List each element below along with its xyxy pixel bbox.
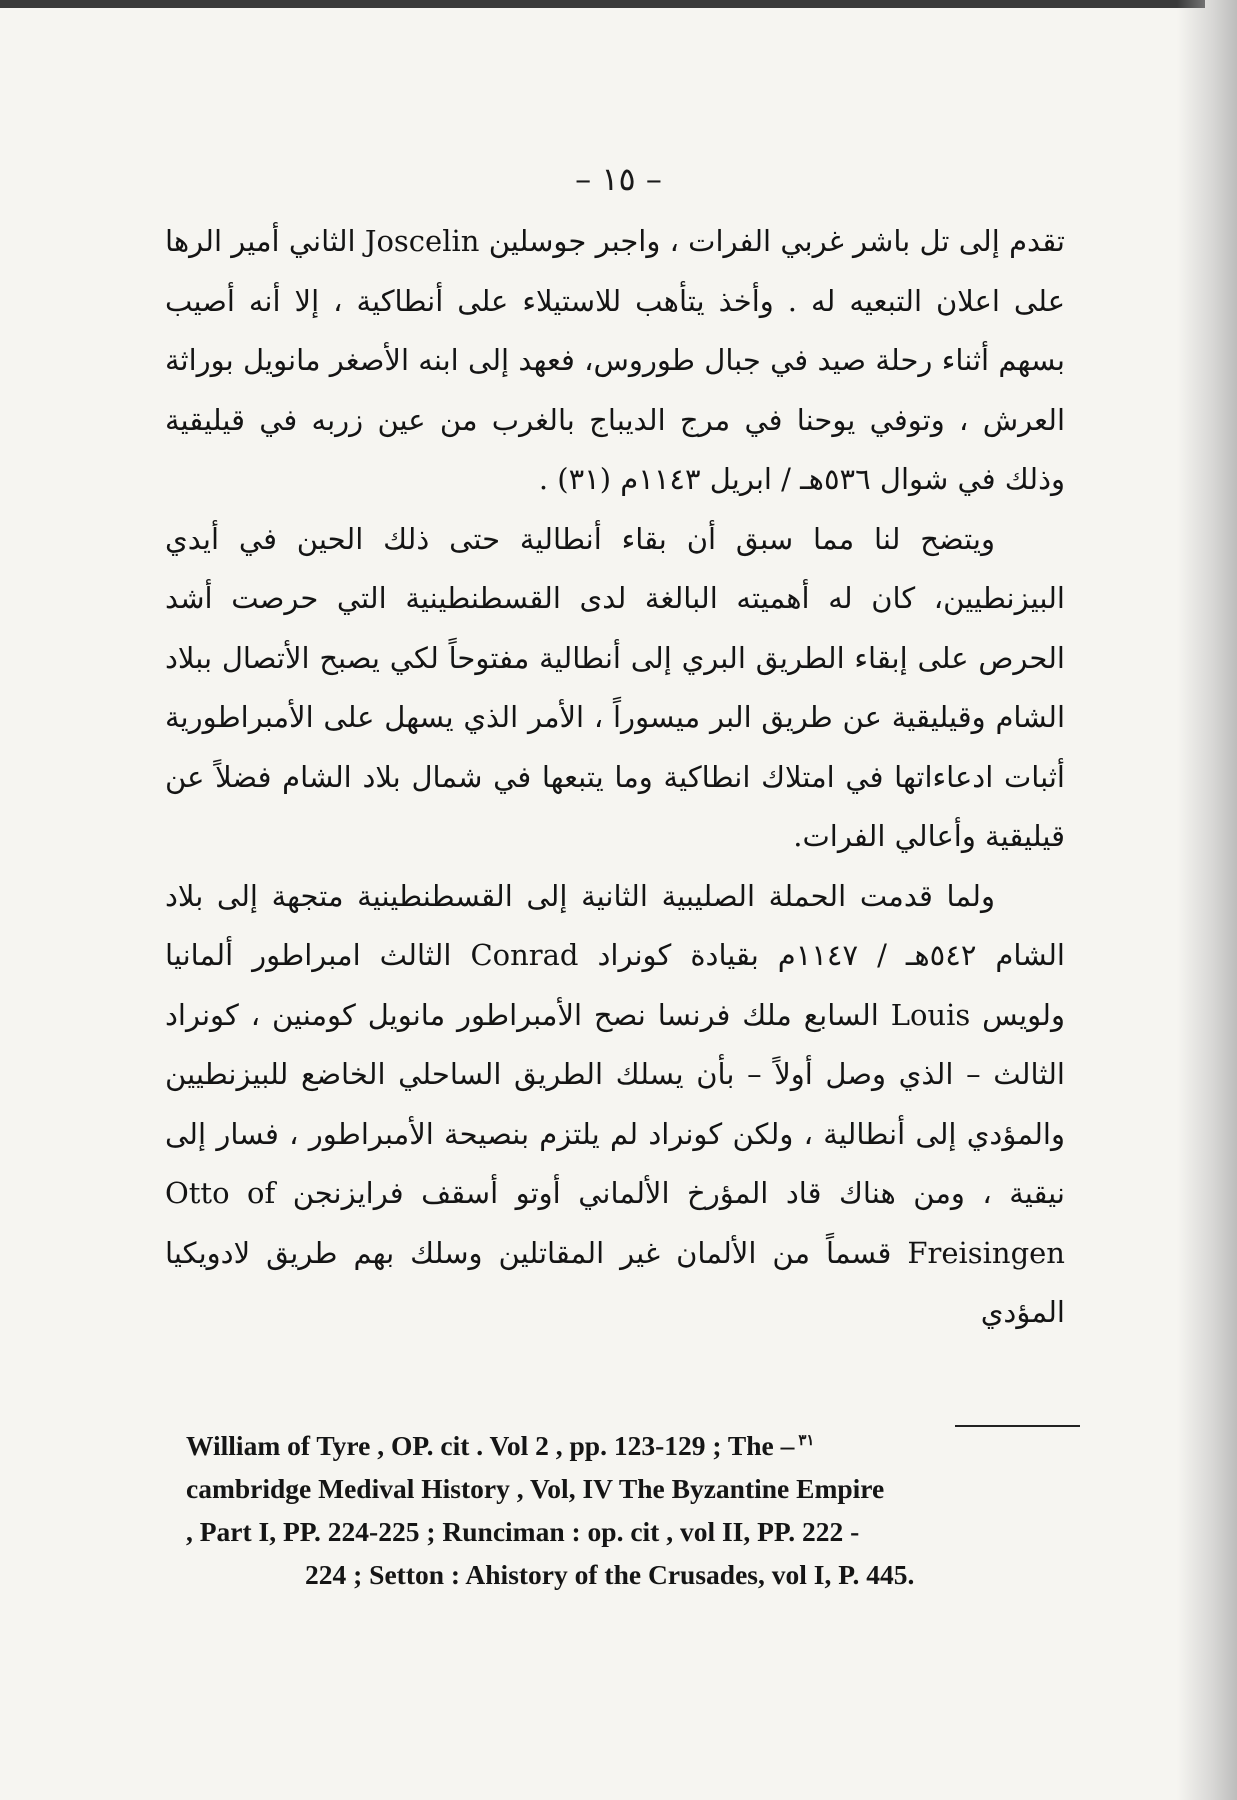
page-edge-shadow (1177, 0, 1237, 1800)
main-text (165, 212, 1065, 1343)
footnote-line-4: 224 ; Setton : Ahistory of the Crusades, vol I, P. 445. (305, 1559, 915, 1591)
paragraph-2: ويتضح لنا مما سبق أن بقاء أنطالية حتى ذلك الحين في أيدي البيزنطيين، كان له أهميته البالغة لدى القسطنطينية التي حرصت أشد الحرص على إبقاء الطريق البري إلى أنطالية مفتوحاً لكي يصبح الأتصال ببلاد الشام وقيليقية عن طريق البر ميسوراً ، الأمر الذي يسهل على الأمبراطورية أثبات ادعاءاتها في امتلاك انطاكية وما يتبعها في شمال بلاد الشام فضلاً عن قيليقية وأعالي الفرات. (165, 521, 1065, 853)
footnote-marker: ٣١ (798, 1433, 815, 1449)
page-number: – ١٥ – (575, 160, 662, 198)
footnote (180, 1420, 1085, 1596)
footnote-line-2: cambridge Medival History , Vol, IV The Byzantine Empire (186, 1473, 885, 1505)
footnote-line-1-text: William of Tyre , OP. cit . Vol 2 , pp. 123-129 ; The – (186, 1430, 795, 1462)
footnote-line-1 (180, 1420, 1085, 1467)
paragraph-1: تقدم إلى تل باشر غربي الفرات ، واجبر جوسلين Joscelin الثاني أمير الرها على اعلان التبعيه له . وأخذ يتأهب للاستيلاء على أنطاكية ، إلا أنه أصيب بسهم أثناء رحلة صيد في جبال طوروس، فعهد إلى ابنه الأصغر مانويل بوراثة العرش ، وتوفي يوحنا في مرج الديباج بالغرب من عين زربه في قيليقية وذلك في شوال ٥٣٦هـ / ابريل ١١٤٣م (٣١) . (165, 224, 1065, 496)
footnote-line-3: , Part I, PP. 224-225 ; Runciman : op. cit , vol II, PP. 222 - (186, 1516, 860, 1548)
paragraph-3: ولما قدمت الحملة الصليبية الثانية إلى القسطنطينية متجهة إلى بلاد الشام ٥٤٢هـ / ١١٤٧م بقيادة كونراد Conrad الثالث امبراطور ألمانيا ولويس Louis السابع ملك فرنسا نصح الأمبراطور مانويل كومنين ، كونراد الثالث – الذي وصل أولاً – بأن يسلك الطريق الساحلي الخاضع للبيزنطيين والمؤدي إلى أنطالية ، ولكن كونراد لم يلتزم بنصيحة الأمبراطور ، فسار إلى نيقية ، ومن هناك قاد المؤرخ الألماني أوتو أسقف فرايزنجن Otto of Freisingen قسماً من الألمان غير المقاتلين وسلك بهم طريق لادويكيا المؤدي (165, 878, 1065, 1329)
top-scan-border (0, 0, 1205, 8)
